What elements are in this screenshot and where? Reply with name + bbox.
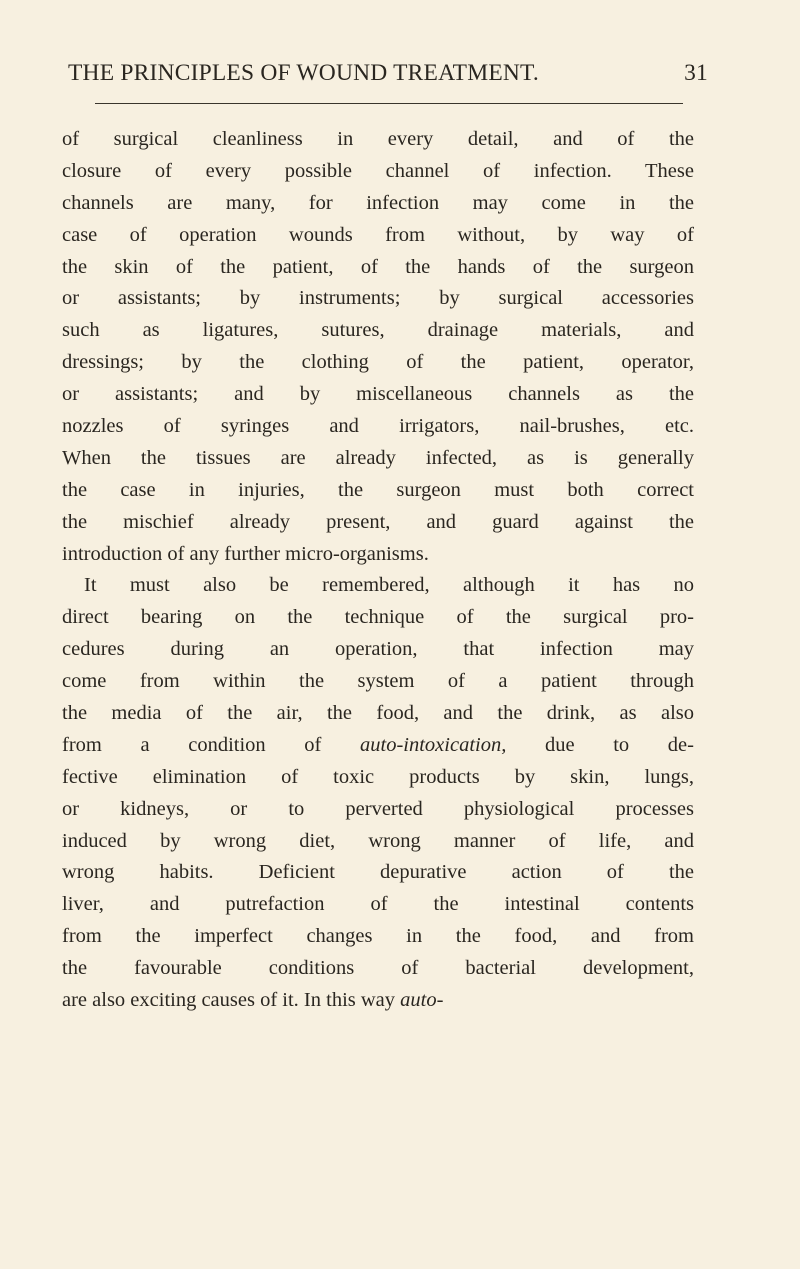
header-title: THE PRINCIPLES OF WOUND TREATMENT. <box>68 60 539 86</box>
text-line: dressings; by the clothing of the patient, operator, <box>62 351 694 374</box>
text-line: fective elimination of toxic products by skin, lungs, <box>62 765 694 788</box>
running-head <box>68 60 708 94</box>
text-line: the media of the air, the food, and the drink, as also <box>62 702 694 725</box>
text-line: from the imperfect changes in the food, and from <box>62 925 694 948</box>
text-line: induced by wrong diet, wrong manner of life, and <box>62 829 694 852</box>
text-line: liver, and putrefaction of the intestinal contents <box>62 893 694 916</box>
text-line: introduction of any further micro-organisms. <box>62 542 429 565</box>
text-line: or assistants; and by miscellaneous channels as the <box>62 383 694 406</box>
page-number: 31 <box>684 60 708 86</box>
text-line: closure of every possible channel of infection. These <box>62 159 694 182</box>
text-line: the case in injuries, the surgeon must both correct <box>62 478 694 501</box>
text-line: nozzles of syringes and irrigators, nail-brushes, etc. <box>62 415 694 438</box>
text-segment: due to de- <box>506 733 694 756</box>
text-line: cedures during an operation, that infection may <box>62 638 694 661</box>
text-segment: are also exciting causes of it. In this way <box>62 989 401 1012</box>
text-line <box>62 730 694 762</box>
text-line: or assistants; by instruments; by surgical accessories <box>62 287 694 310</box>
text-line: wrong habits. Deficient depurative action of the <box>62 861 694 884</box>
text-line: or kidneys, or to perverted physiological processes <box>62 797 694 820</box>
italic-term: auto-intoxication, <box>360 733 507 756</box>
italic-term: auto- <box>400 989 444 1012</box>
text-line: direct bearing on the technique of the surgical pro- <box>62 606 694 629</box>
text-line: such as ligatures, sutures, drainage materials, and <box>62 319 694 342</box>
text-line: When the tissues are already infected, as is generally <box>62 446 694 469</box>
text-line: of surgical cleanliness in every detail, and of the <box>62 128 694 150</box>
text-line: It must also be remembered, although it has no <box>84 574 694 597</box>
body-text <box>62 124 694 1017</box>
text-line: channels are many, for infection may come in the <box>62 191 694 214</box>
text-segment: from a condition of <box>62 733 361 756</box>
text-line: the mischief already present, and guard against the <box>62 510 694 533</box>
text-line <box>62 985 694 1017</box>
text-line: come from within the system of a patient through <box>62 670 694 693</box>
header-rule <box>95 103 683 104</box>
text-line: case of operation wounds from without, by way of <box>62 223 694 246</box>
text-line: the favourable conditions of bacterial development, <box>62 957 694 980</box>
text-line: the skin of the patient, of the hands of the surgeon <box>62 255 694 278</box>
